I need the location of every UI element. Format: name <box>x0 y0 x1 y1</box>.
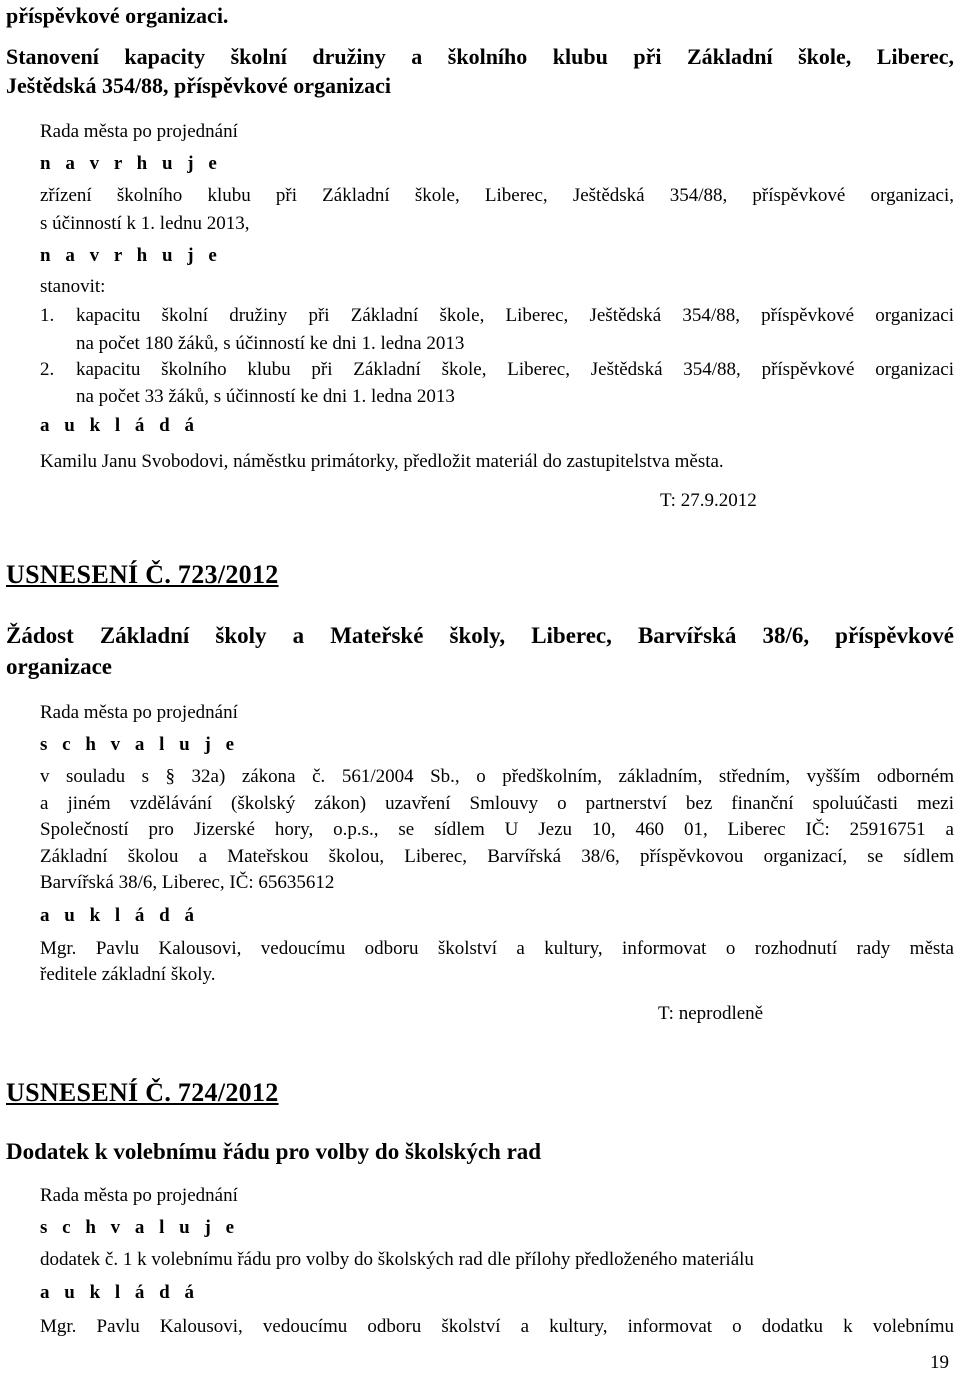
resolution-verb-schvaluje: s c h v a l u j e <box>40 1217 239 1238</box>
list-item-line: kapacitu školního klubu při Základní škole, Liberec, Ještědská 354/88, příspěvkové organizaci <box>76 359 954 380</box>
task-text-line: Mgr. Pavlu Kalousovi, vedoucímu odboru školství a kultury, informovat o dodatku k volebnímu <box>40 1316 954 1337</box>
paragraph-line: Barvířská 38/6, Liberec, IČ: 65635612 <box>40 872 335 893</box>
list-item-number: 2. <box>40 359 55 380</box>
paragraph-line: v souladu s § 32a) zákona č. 561/2004 Sb., o předškolním, základním, středním, vyšším odborném <box>40 766 954 787</box>
page-number: 19 <box>930 1352 949 1373</box>
resolution-verb-uklada: a u k l á d á <box>40 1282 199 1303</box>
task-text-line: ředitele základní školy. <box>40 964 216 985</box>
task-text-line: Mgr. Pavlu Kalousovi, vedoucímu odboru školství a kultury, informovat o rozhodnutí rady města <box>40 938 954 959</box>
list-item-line: kapacitu školní družiny při Základní škole, Liberec, Ještědská 354/88, příspěvkové organizaci <box>76 305 954 326</box>
resolution-verb-navrhuje: n a v r h u j e <box>40 153 222 174</box>
resolution-verb-uklada: a u k l á d á <box>40 415 199 436</box>
section-title-line-2: Ještědská 354/88, příspěvkové organizaci <box>6 73 391 98</box>
paragraph-line: s účinností k 1. lednu 2013, <box>40 213 250 234</box>
section-title-line-1: Stanovení kapacity školní družiny a školního klubu při Základní škole, Liberec, <box>6 44 954 69</box>
paragraph-line: zřízení školního klubu při Základní škole, Liberec, Ještědská 354/88, příspěvkové organizaci, <box>40 185 954 206</box>
resolution-verb-uklada: a u k l á d á <box>40 905 199 926</box>
list-item-line: na počet 33 žáků, s účinností ke dni 1. ledna 2013 <box>76 386 455 407</box>
council-intro: Rada města po projednání <box>40 1185 238 1206</box>
resolution-heading: USNESENÍ Č. 724/2012 <box>6 1078 279 1107</box>
term-date: T: neprodleně <box>658 1003 764 1024</box>
resolution-title-line-1: Žádost Základní školy a Mateřské školy, Liberec, Barvířská 38/6, příspěvkové <box>6 623 954 648</box>
term-date: T: 27.9.2012 <box>660 490 757 511</box>
previous-text-fragment: příspěvkové organizaci. <box>6 3 229 28</box>
resolution-verb-navrhuje: n a v r h u j e <box>40 245 222 266</box>
resolution-title: Dodatek k volebnímu řádu pro volby do školských rad <box>6 1139 542 1164</box>
list-item-number: 1. <box>40 305 55 326</box>
paragraph-line: dodatek č. 1 k volebnímu řádu pro volby do školských rad dle přílohy předloženého materiálu <box>40 1249 754 1270</box>
council-intro: Rada města po projednání <box>40 702 238 723</box>
paragraph-line: Společností pro Jizerské hory, o.p.s., se sídlem U Jezu 10, 460 01, Liberec IČ: 25916751 a <box>40 819 954 840</box>
list-intro: stanovit: <box>40 276 106 297</box>
list-item-line: na počet 180 žáků, s účinností ke dni 1. ledna 2013 <box>76 333 465 354</box>
resolution-title-line-2: organizace <box>6 654 113 679</box>
paragraph-line: Základní školou a Mateřskou školou, Liberec, Barvířská 38/6, příspěvkovou organizací, se sídlem <box>40 846 954 867</box>
task-text: Kamilu Janu Svobodovi, náměstku primátorky, předložit materiál do zastupitelstva města. <box>40 451 724 472</box>
council-intro: Rada města po projednání <box>40 121 238 142</box>
resolution-verb-schvaluje: s c h v a l u j e <box>40 734 239 755</box>
resolution-heading: USNESENÍ Č. 723/2012 <box>6 560 279 589</box>
paragraph-line: a jiném vzdělávání (školský zákon) uzavření Smlouvy o partnerství bez finanční spoluúčasti mezi <box>40 793 954 814</box>
